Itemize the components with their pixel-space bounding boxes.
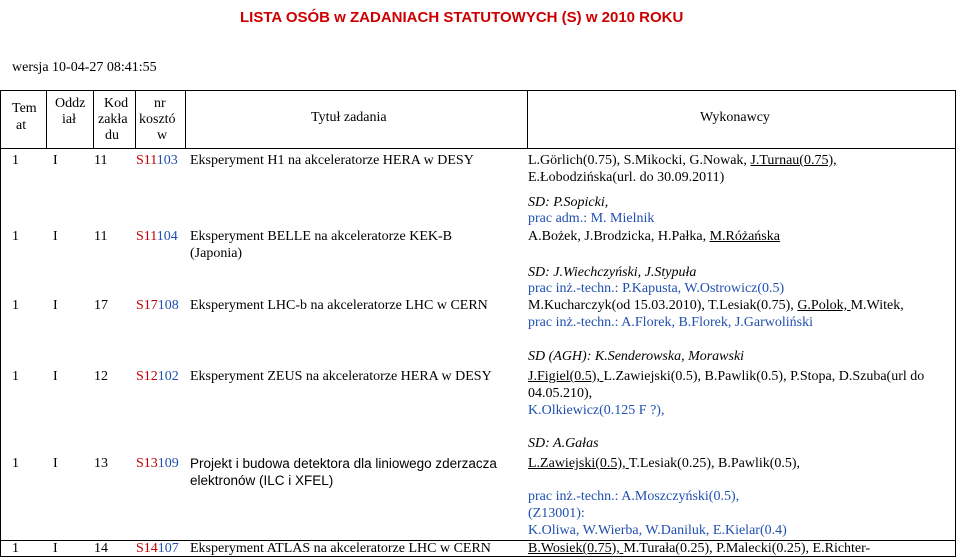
cell-temat: 1: [12, 456, 19, 471]
cell-wykonawcy: L.Görlich(0.75), S.Mikocki, G.Nowak, J.Turnau(0.75),: [528, 153, 837, 168]
cell-wykonawcy-cont: K.Olkiewicz(0.125 F ?),: [528, 403, 665, 418]
page-title: LISTA OSÓB w ZADANIACH STATUTOWYCH (S) w 2010 ROKU: [240, 9, 684, 26]
header-tytul: Tytuł zadania: [311, 110, 387, 125]
z-code: (Z13001):: [528, 506, 585, 521]
cell-tytul: Projekt i budowa detektora dla liniowego zderzacza: [190, 456, 497, 471]
col-sep: [93, 90, 94, 148]
cell-nr-link[interactable]: S12102: [136, 369, 179, 384]
sd-line: SD (AGH): K.Senderowska, Morawski: [528, 349, 745, 364]
cell-wykonawcy-cont: 04.05.210),: [528, 386, 593, 401]
cell-temat: 1: [12, 153, 19, 168]
header-kod-2: zakła: [98, 112, 128, 127]
col-sep: [527, 90, 528, 148]
cell-tytul: Eksperyment BELLE na akceleratorze KEK-B: [190, 229, 453, 244]
cell-kod: 17: [94, 298, 108, 313]
cell-temat: 1: [12, 229, 19, 244]
cell-oddzial: I: [53, 456, 58, 471]
cell-temat: 1: [12, 369, 19, 384]
cell-nr-link[interactable]: S11104: [136, 229, 178, 244]
col-sep: [135, 90, 136, 148]
cell-temat: 1: [12, 298, 19, 313]
header-temat-2: at: [16, 118, 27, 133]
cell-wykonawcy: J.Figiel(0.5), L.Zawiejski(0.5), B.Pawlik(0.5), P.Stopa, D.Szuba(url do: [528, 369, 925, 384]
cell-nr-link[interactable]: S14107: [136, 541, 179, 556]
cell-oddzial: I: [53, 153, 58, 168]
version-stamp: wersja 10-04-27 08:41:55: [12, 60, 157, 75]
header-divider: [0, 148, 956, 149]
cell-temat: 1: [12, 541, 19, 556]
sd-line: SD: A.Gałas: [528, 436, 599, 451]
cell-tytul: Eksperyment ZEUS na akceleratorze HERA w DESY: [190, 369, 492, 384]
cell-oddzial: I: [53, 229, 58, 244]
header-kod-1: Kod: [104, 96, 129, 111]
col-sep: [185, 90, 186, 148]
cell-kod: 11: [94, 229, 108, 244]
tech-line: prac inż.-techn.: P.Kapusta, W.Ostrowicz(0.5): [528, 281, 785, 296]
cell-wykonawcy: L.Zawiejski(0.5), T.Lesiak(0.25), B.Pawlik(0.5),: [528, 456, 801, 471]
header-nr-1: nr: [154, 96, 166, 111]
cell-tytul: Eksperyment H1 na akceleratorze HERA w DESY: [190, 153, 474, 168]
cell-tytul-cont: elektronów (ILC i XFEL): [190, 473, 334, 488]
cell-oddzial: I: [53, 298, 58, 313]
header-nr-3: w: [157, 128, 168, 143]
cell-oddzial: I: [53, 369, 58, 384]
cell-nr-link[interactable]: S11103: [136, 153, 178, 168]
cell-oddzial: I: [53, 541, 58, 556]
tech-line: prac adm.: M. Mielnik: [528, 211, 655, 226]
cell-kod: 13: [94, 456, 108, 471]
header-oddzial-2: iał: [62, 112, 76, 127]
sd-line: SD: J.Wiechczyński, J.Stypuła: [528, 265, 697, 280]
cell-tytul-cont: (Japonia): [190, 246, 243, 261]
cell-wykonawcy: B.Wosiek(0.75), M.Turała(0.25), P.Malecki(0.25), E.Richter-: [528, 541, 871, 556]
sd-line: SD: P.Sopicki,: [528, 195, 609, 210]
cell-tytul: Eksperyment LHC-b na akceleratorze LHC w CERN: [190, 298, 488, 313]
cell-kod: 11: [94, 153, 108, 168]
cell-nr-link[interactable]: S13109: [136, 456, 179, 471]
header-kod-3: du: [105, 128, 119, 143]
cell-kod: 12: [94, 369, 108, 384]
tech-line: prac inż.-techn.: A.Florek, B.Florek, J.Garwoliński: [528, 315, 814, 330]
cell-wykonawcy: M.Kucharczyk(od 15.03.2010), T.Lesiak(0.75), G.Polok, M.Witek,: [528, 298, 904, 313]
cell-wykonawcy-cont: E.Łobodzińska(url. do 30.09.2011): [528, 170, 725, 185]
header-nr-2: kosztó: [139, 112, 176, 127]
header-oddzial-1: Oddz: [55, 96, 86, 111]
cell-kod: 14: [94, 541, 108, 556]
header-temat-1: Tem: [12, 101, 37, 116]
header-wykonawcy: Wykonawcy: [700, 110, 770, 125]
tech-line: prac inż.-techn.: A.Moszczyński(0.5),: [528, 489, 740, 504]
col-sep: [46, 90, 47, 148]
cell-tytul: Eksperyment ATLAS na akceleratorze LHC w CERN: [190, 541, 491, 556]
cell-nr-link[interactable]: S17108: [136, 298, 179, 313]
extra-line: K.Oliwa, W.Wierba, W.Daniluk, E.Kielar(0.4): [528, 523, 787, 538]
cell-wykonawcy: A.Bożek, J.Brodzicka, H.Pałka, M.Różańska: [528, 229, 780, 244]
